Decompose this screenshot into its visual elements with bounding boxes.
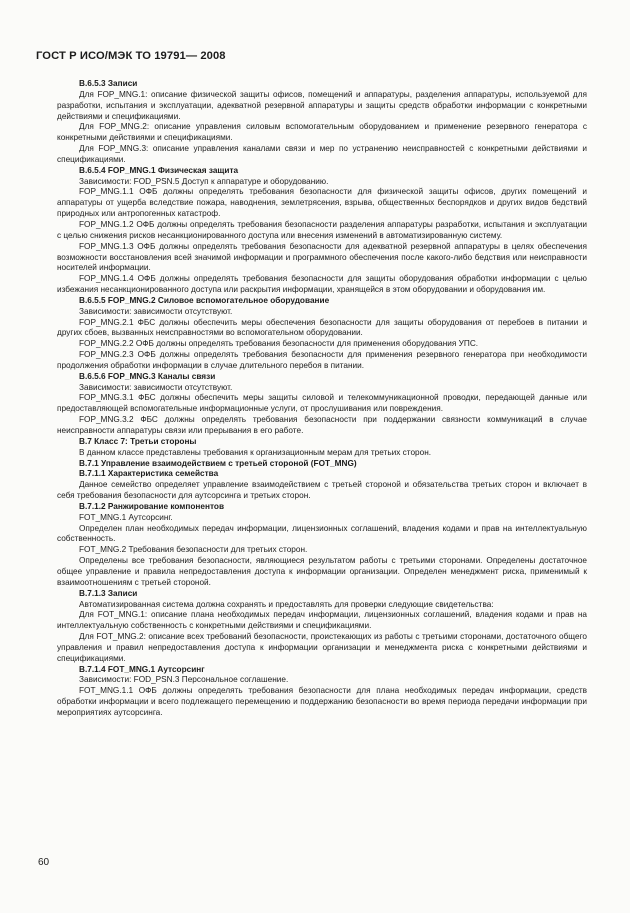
section-heading: B.6.5.6 FOP_MNG.3 Каналы связи bbox=[79, 371, 216, 381]
body-paragraph: FOP_MNG.2.2 ОФБ должны определять требования безопасности для применения оборудования УПС. bbox=[79, 339, 479, 349]
body-paragraph: Для FOP_MNG.3: описание управления каналами связи и мер по устранению неисправностей с конкретными действиями и спецификациями. bbox=[57, 144, 587, 164]
section-heading: B.7.1.2 Ранжирование компонентов bbox=[79, 501, 225, 511]
body-paragraph: Зависимости: FOD_PSN.3 Персональное соглашение. bbox=[79, 675, 289, 685]
section-heading: B.7.1.1 Характеристика семейства bbox=[79, 469, 219, 479]
body-paragraph: FOP_MNG.2.1 ФБС должны обеспечить меры обеспечения безопасности для защиты оборудования от перебоев в питании и других сбоев, вызванных неисправностями во вспомогательном оборудовании. bbox=[57, 317, 587, 338]
body-paragraph: FOT_MNG.2 Требования безопасности для третьих сторон. bbox=[79, 545, 308, 555]
body-paragraph: Автоматизированная система должна сохранять и предоставлять для проверки следующие свидетельства: bbox=[79, 599, 494, 609]
document-body bbox=[57, 79, 587, 719]
body-paragraph: Зависимости: зависимости отсутствуют. bbox=[79, 382, 233, 392]
section-heading: B.7.1.3 Записи bbox=[79, 588, 138, 598]
body-paragraph: FOP_MNG.3.1 ФБС должны обеспечить меры защиты силовой и телекоммуникационной проводки, передающей данные или предоставляющей вспомогательные информационные услуги, от прослушивания или повреждения. bbox=[57, 393, 587, 414]
body-paragraph: FOT_MNG.1 Аутсорсинг. bbox=[79, 512, 173, 522]
document-header: ГОСТ Р ИСО/МЭК ТО 19791— 2008 bbox=[36, 50, 226, 62]
section-heading: B.6.5.5 FOP_MNG.2 Силовое вспомогательное оборудование bbox=[79, 295, 330, 305]
body-paragraph: FOP_MNG.2.3 ОФБ должны определять требования безопасности для применения резервного генератора при необходимости продолжения обработки информации в случае длительного перебоя в питании. bbox=[57, 350, 587, 370]
body-paragraph: Определен план необходимых передач информации, лицензионных соглашений, владения кодами и прав на интеллектуальную собственность. bbox=[57, 523, 587, 544]
section-heading: B.6.5.3 Записи bbox=[79, 79, 138, 88]
body-paragraph: FOP_MNG.1.4 ОФБ должны определять требования безопасности для защиты оборудования обработки информации с целью избежания несанкционированного доступа или раскрытия информации, хранящейся в этом оборудовании и оборудования им. bbox=[57, 274, 587, 295]
body-paragraph: FOP_MNG.3.2 ФБС должны определять требования безопасности при поддержании связности коммуникаций в случае неисправности аппаратуры связи или прерывания в его работе. bbox=[57, 415, 587, 435]
body-paragraph: Определены все требования безопасности, являющиеся результатом работы с третьими сторонами. Определены достаточное общее управление и правила непредоставления доступа к информации организации. Определен менеджмент риска, применимый к взаимоотношениям с третьей стороной. bbox=[57, 556, 587, 587]
body-paragraph: Зависимости: FOD_PSN.5 Доступ к аппаратуре и оборудованию. bbox=[79, 176, 329, 186]
body-paragraph: Для FOP_MNG.2: описание управления силовым вспомогательным оборудованием и применение резервного генератора с конкретными действиями и спецификациями. bbox=[57, 122, 587, 143]
body-paragraph: В данном классе представлены требования к организационным мерам для третьих сторон. bbox=[79, 447, 432, 457]
body-paragraph: Для FOT_MNG.2: описание всех требований безопасности, проистекающих из работы с третьими сторонами, достаточного общего управления и правил непредоставления доступа к информации организации и менеджмента риска с конкретными действиями и спецификациями. bbox=[57, 632, 587, 663]
body-paragraph: Данное семейство определяет управление взаимодействием с третьей стороной и обязательства третьих сторон и включает в себя требования безопасности для аутсорсинга и третьих сторон. bbox=[57, 480, 587, 501]
body-paragraph: FOP_MNG.1.1 ОФБ должны определять требования безопасности для физической защиты офисов, других помещений и аппаратуры от ущерба вследствие пожара, наводнения, землетрясения, взрыва, общественных беспорядков и других видов бедствий природных или антропогенных катастроф. bbox=[57, 187, 587, 219]
section-heading: B.6.5.4 FOP_MNG.1 Физическая защита bbox=[79, 165, 239, 175]
page-number: 60 bbox=[38, 857, 50, 868]
section-heading: B.7.1 Управление взаимодействием с третьей стороной (FOT_MNG) bbox=[79, 458, 357, 468]
body-paragraph: FOT_MNG.1.1 ОФБ должны определять требования безопасности для плана необходимых передач информации, средств обработки информации и всего подлежащего перемещению и поддержанию безопасности во время периода передачи информации при мероприятиях аутсорсинга. bbox=[57, 686, 587, 717]
body-paragraph: Для FOP_MNG.1: описание физической защиты офисов, помещений и аппаратуры, разделения аппаратуры, используемой для разработки, испытания и эксплуатации, адекватной резервной аппаратуры и защиты средств обработки информации с конкретными действиями и спецификациями. bbox=[57, 89, 587, 121]
body-paragraph: FOP_MNG.1.2 ОФБ должны определять требования безопасности разделения аппаратуры разработки, испытания и эксплуатации с целью снижения рисков несанкционированного доступа или внесения изменений в автоматизированную систему. bbox=[57, 219, 587, 240]
body-paragraph: Зависимости: зависимости отсутствуют. bbox=[79, 306, 233, 316]
section-heading: B.7.1.4 FOT_MNG.1 Аутсорсинг bbox=[79, 664, 205, 674]
section-heading: B.7 Класс 7: Третьи стороны bbox=[79, 436, 197, 446]
body-paragraph: Для FOT_MNG.1: описание плана необходимых передач информации, лицензионных соглашений, владения кодами и прав на интеллектуальную собственность с конкретными действиями и спецификациями. bbox=[57, 610, 587, 631]
body-paragraph: FOP_MNG.1.3 ОФБ должны определять требования безопасности для адекватной резервной аппаратуры в целях обеспечения возможности восстановления всей значимой информации и программного обеспечения после какого-либо бедствия или неисправности носителей информации. bbox=[57, 241, 587, 273]
